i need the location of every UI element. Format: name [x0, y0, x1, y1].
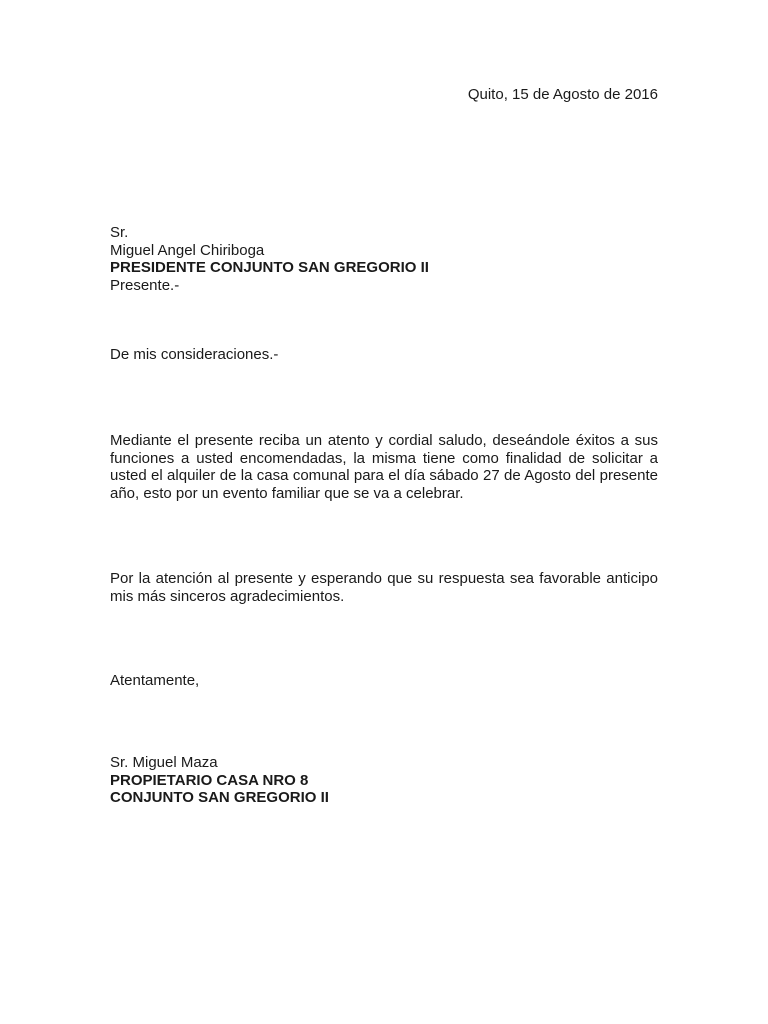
body-paragraph-1: Mediante el presente reciba un atento y cordial saludo, deseándole éxitos a sus funciones a usted encomendadas, la misma tiene como finalidad de solicitar a usted el alquiler de la casa comunal para el día sábado 27 de Agosto del presente año, esto por un evento familiar que se va a celebrar. [110, 432, 658, 502]
signature-block [110, 754, 658, 807]
sender-name: Sr. Miguel Maza [110, 754, 218, 771]
letter-date: Quito, 15 de Agosto de 2016 [467, 86, 658, 103]
closing: Atentamente, [110, 672, 200, 689]
body-paragraph-2: Por la atención al presente y esperando que su respuesta sea favorable anticipo mis más sinceros agradecimientos. [110, 570, 658, 605]
recipient-title: PRESIDENTE CONJUNTO SAN GREGORIO II [110, 259, 429, 276]
recipient-block [110, 224, 658, 294]
greeting: De mis consideraciones.- [110, 346, 279, 363]
sender-organization: CONJUNTO SAN GREGORIO II [110, 789, 329, 806]
recipient-salutation: Sr. [110, 224, 129, 241]
recipient-presente: Presente.- [110, 276, 180, 294]
recipient-name: Miguel Angel Chiriboga [110, 241, 265, 259]
sender-title: PROPIETARIO CASA NRO 8 [110, 771, 309, 789]
